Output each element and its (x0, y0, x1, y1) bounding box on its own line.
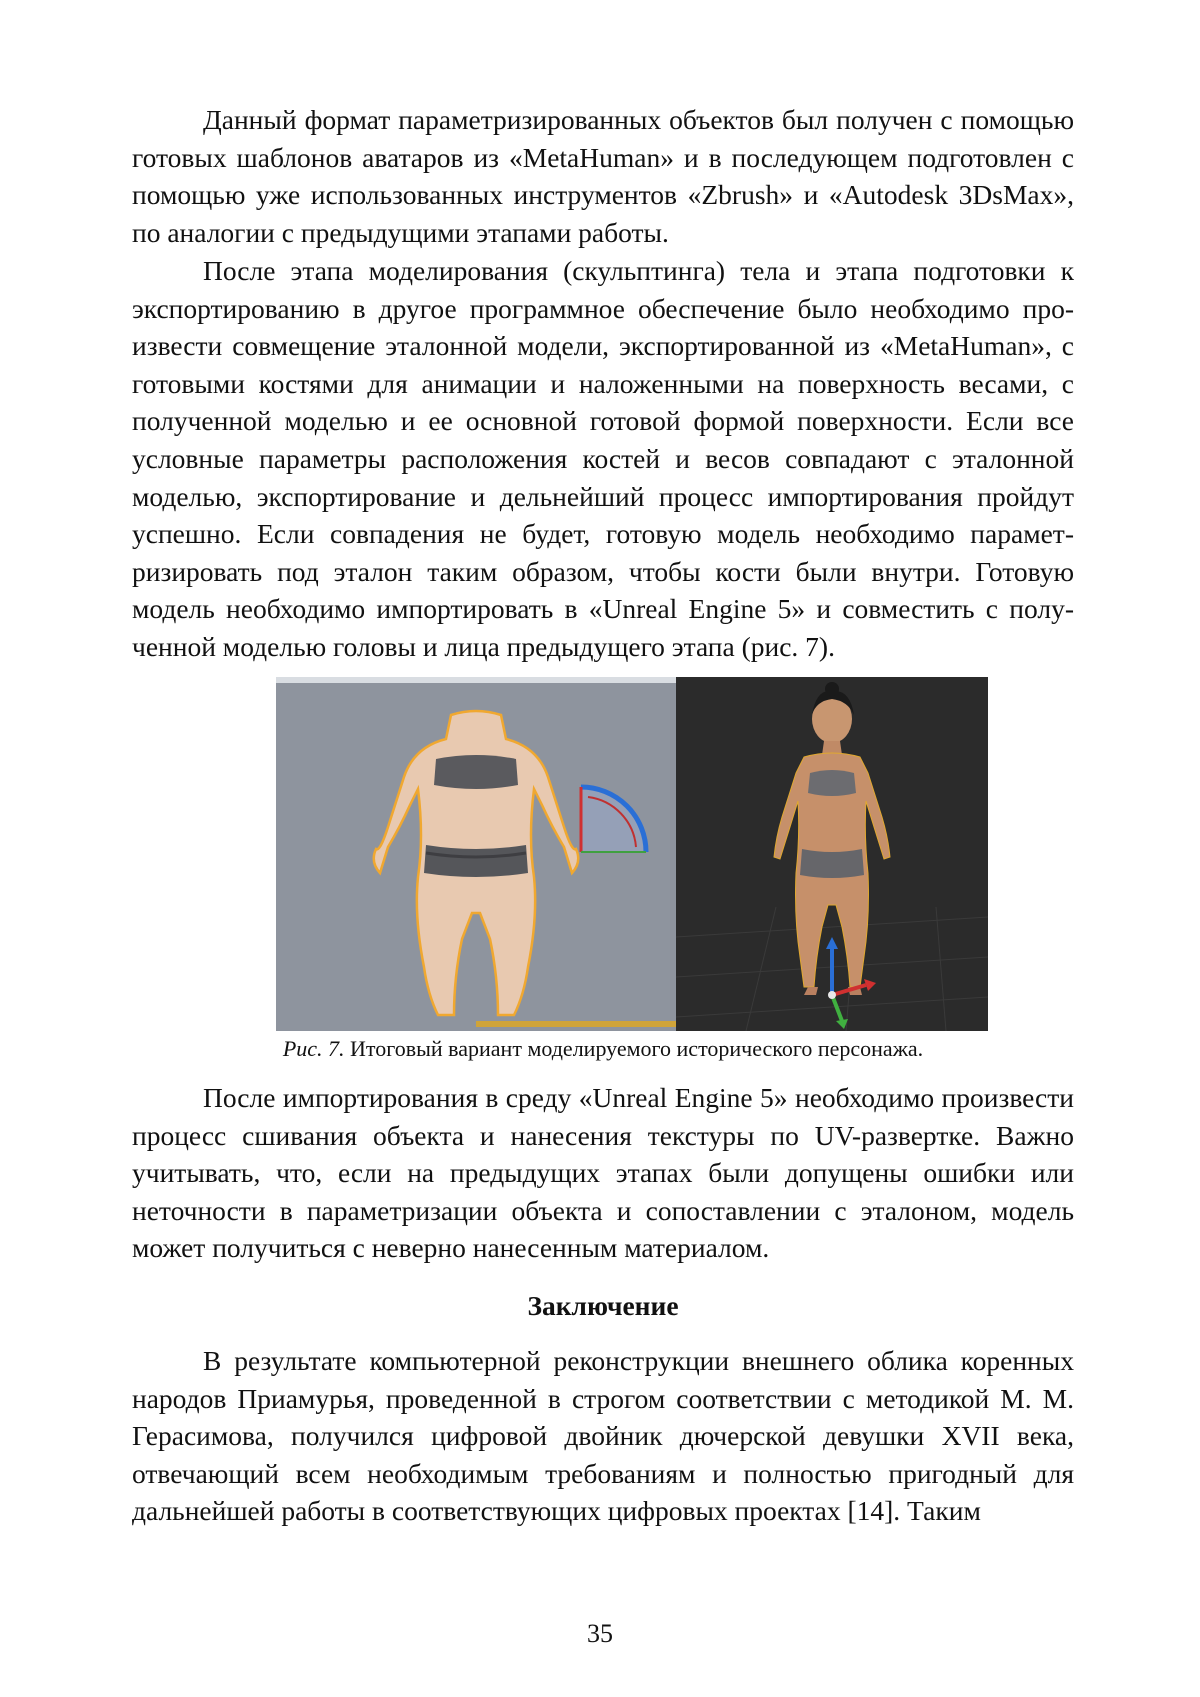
figure-7-image (276, 677, 988, 1031)
paragraph-3: После импортирования в среду «Unreal Engine 5» необходимо произвести процесс сшивания объекта и нанесения текстуры по UV-развертке. Важно учитывать, что, если на предыдущих этапах были допущены ошибки или неточности в параметризации объекта и сопоставлении с эталоном, модель может получиться с неверно нанесенным материалом. (132, 1082, 1074, 1264)
paragraph-1: Данный формат параметризированных объектов был получен с помощью готовых шаблонов аватаров из «MetaHuman» и в последующем подготовлен с помощью уже использованных инструментов «Zbrush» и «Autodesk 3DsMax», по аналогии с предыдущими этапами работы. (132, 104, 1074, 248)
caption-label: Рис. 7. (282, 1036, 345, 1061)
section-heading: Заключение (527, 1290, 679, 1321)
figure-caption (132, 1034, 1074, 1064)
paragraph-2: После этапа моделирования (скульптинга) тела и этапа подготовки к экспортированию в другое программное обеспечение было необходимо произвести совмещение эталонной модели, экспортированной из «MetaHuman», с готовыми костями для анимации и наложенными на поверхность весами, с полученной моделью и ее основной готовой формой поверхности. Если все условные параметры расположения костей и весов совпадают с эталонной моделью, экспортирование и дельнейший процесс импортирования пройдут успешно. Если совпадения не будет, готовую модель необходимо параметризировать под эталон таким образом, чтобы кости были внутри. Готовую модель необходимо импортировать в «Unreal Engine 5» и совместить с полученной моделью головы и лица предыдущего этапа (рис. 7). (132, 255, 1074, 662)
page-number: 35 (587, 1619, 613, 1648)
caption-text: Итоговый вариант моделируемого исторического персонажа. (350, 1036, 924, 1061)
paragraph-4: В результате компьютерной реконструкции внешнего облика коренных народов Приамурья, проведенной в строгом соответствии с методикой М. М. Герасимова, получился цифровой двойник дючерской девушки XVII века, отвечающий всем необходимым требованиям и полностью пригодный для дальнейшей работы в соответствующих цифровых проектах [14]. Таким (132, 1345, 1074, 1527)
figure-7 (276, 677, 988, 1031)
